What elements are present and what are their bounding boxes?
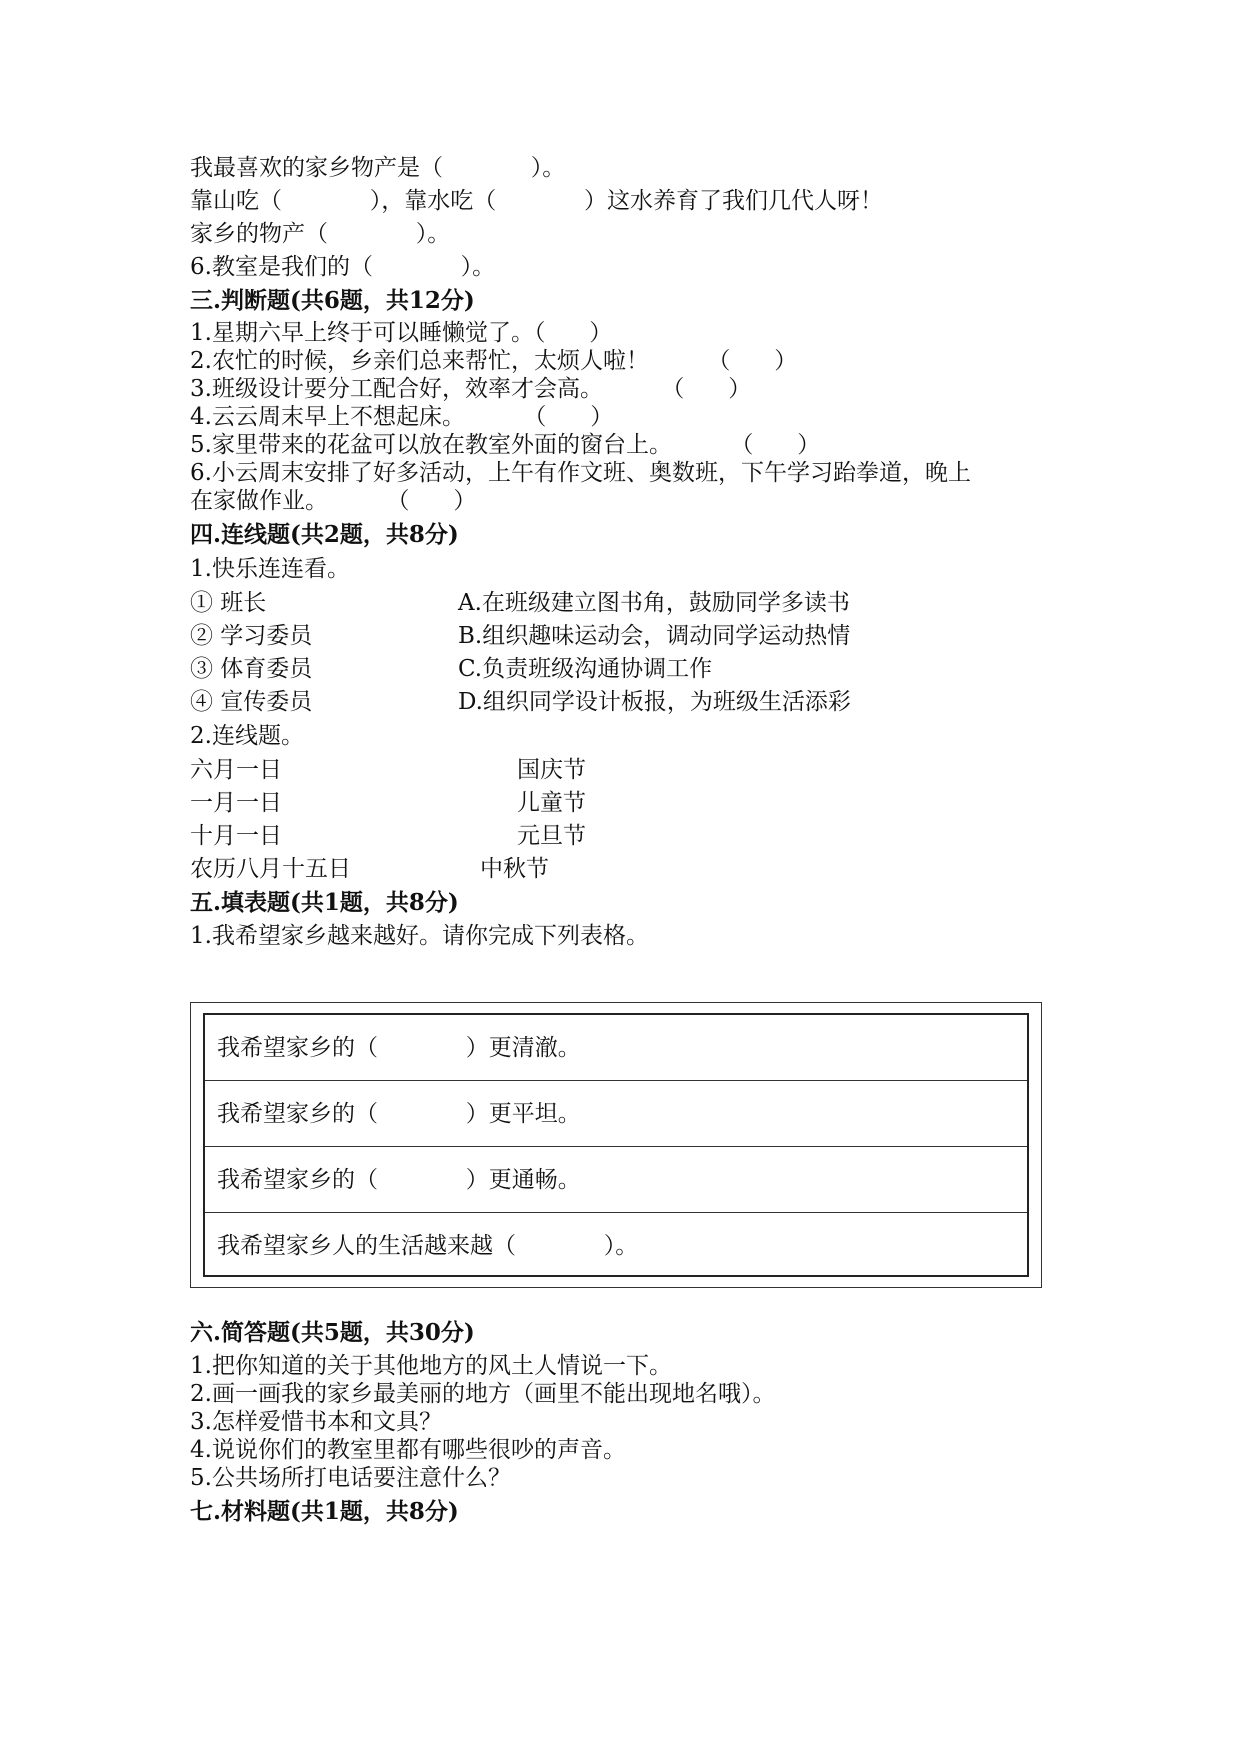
fill-line: 我最喜欢的家乡物产是（ ）。	[190, 155, 566, 181]
short-answer-item: 3.怎样爱惜书本和文具？	[190, 1409, 442, 1435]
table-row: 我希望家乡人的生活越来越（ ）。	[217, 1233, 639, 1259]
judgment-item: 3.班级设计要分工配合好，效率才会高。 （ ）	[190, 376, 752, 402]
date-item: 六月一日	[190, 757, 282, 783]
short-answer-item: 4.说说你们的教室里都有哪些很吵的声音。	[190, 1437, 626, 1463]
date-item: 农历八月十五日	[190, 856, 351, 882]
matching-right-item: C.负责班级沟通协调工作	[458, 656, 713, 682]
judgment-item: 在家做作业。 （ ）	[190, 488, 477, 514]
short-answer-item: 5.公共场所打电话要注意什么？	[190, 1465, 511, 1491]
fill-line: 靠山吃（ ），靠水吃（ ）这水养育了我们几代人呀！	[190, 188, 883, 214]
festival-item: 儿童节	[517, 790, 586, 816]
judgment-item: 6.小云周末安排了好多活动，上午有作文班、奥数班，下午学习跆拳道，晚上	[190, 460, 971, 486]
matching-left-item: ① 班长	[190, 590, 267, 616]
festival-item: 中秋节	[480, 856, 549, 882]
section-heading-material: 七.材料题(共1题，共8分)	[190, 1498, 459, 1525]
date-item: 一月一日	[190, 790, 282, 816]
section-heading-short-answer: 六.简答题(共5题，共30分)	[190, 1319, 475, 1346]
matching-q1-title: 1.快乐连连看。	[190, 556, 350, 582]
matching-left-item: ② 学习委员	[190, 623, 313, 649]
section-heading-table: 五.填表题(共1题，共8分)	[190, 889, 459, 916]
matching-right-item: B.组织趣味运动会，调动同学运动热情	[458, 623, 851, 649]
fill-table	[203, 1013, 1029, 1277]
table-row: 我希望家乡的（ ）更平坦。	[205, 1081, 1027, 1147]
matching-q2-title: 2.连线题。	[190, 723, 304, 749]
matching-right-item: A.在班级建立图书角，鼓励同学多读书	[458, 590, 850, 616]
festival-item: 国庆节	[517, 757, 586, 783]
short-answer-item: 1.把你知道的关于其他地方的风土人情说一下。	[190, 1353, 672, 1379]
matching-left-item: ④ 宣传委员	[190, 689, 313, 715]
section-heading-judgment: 三.判断题(共6题，共12分)	[190, 287, 475, 314]
festival-item: 元旦节	[517, 823, 586, 849]
judgment-item: 2.农忙的时候，乡亲们总来帮忙，太烦人啦！ （ ）	[190, 348, 798, 374]
table-question: 1.我希望家乡越来越好。请你完成下列表格。	[190, 923, 649, 949]
table-row: 我希望家乡的（ ）更通畅。	[205, 1147, 1027, 1213]
table-row: 我希望家乡的（ ）更清澈。	[205, 1015, 1027, 1081]
fill-line: 6.教室是我们的（ ）。	[190, 254, 496, 280]
fill-line: 家乡的物产（ ）。	[190, 221, 451, 247]
date-item: 十月一日	[190, 823, 282, 849]
matching-left-item: ③ 体育委员	[190, 656, 313, 682]
short-answer-item: 2.画一画我的家乡最美丽的地方（画里不能出现地名哦）。	[190, 1381, 776, 1407]
judgment-item: 4.云云周末早上不想起床。 （ ）	[190, 404, 614, 430]
judgment-item: 5.家里带来的花盆可以放在教室外面的窗台上。 （ ）	[190, 432, 821, 458]
judgment-item: 1.星期六早上终于可以睡懒觉了。（ ）	[190, 320, 613, 346]
fill-table-outer	[190, 1002, 1042, 1288]
matching-right-item: D.组织同学设计板报，为班级生活添彩	[458, 689, 851, 715]
section-heading-matching: 四.连线题(共2题，共8分)	[190, 521, 459, 548]
